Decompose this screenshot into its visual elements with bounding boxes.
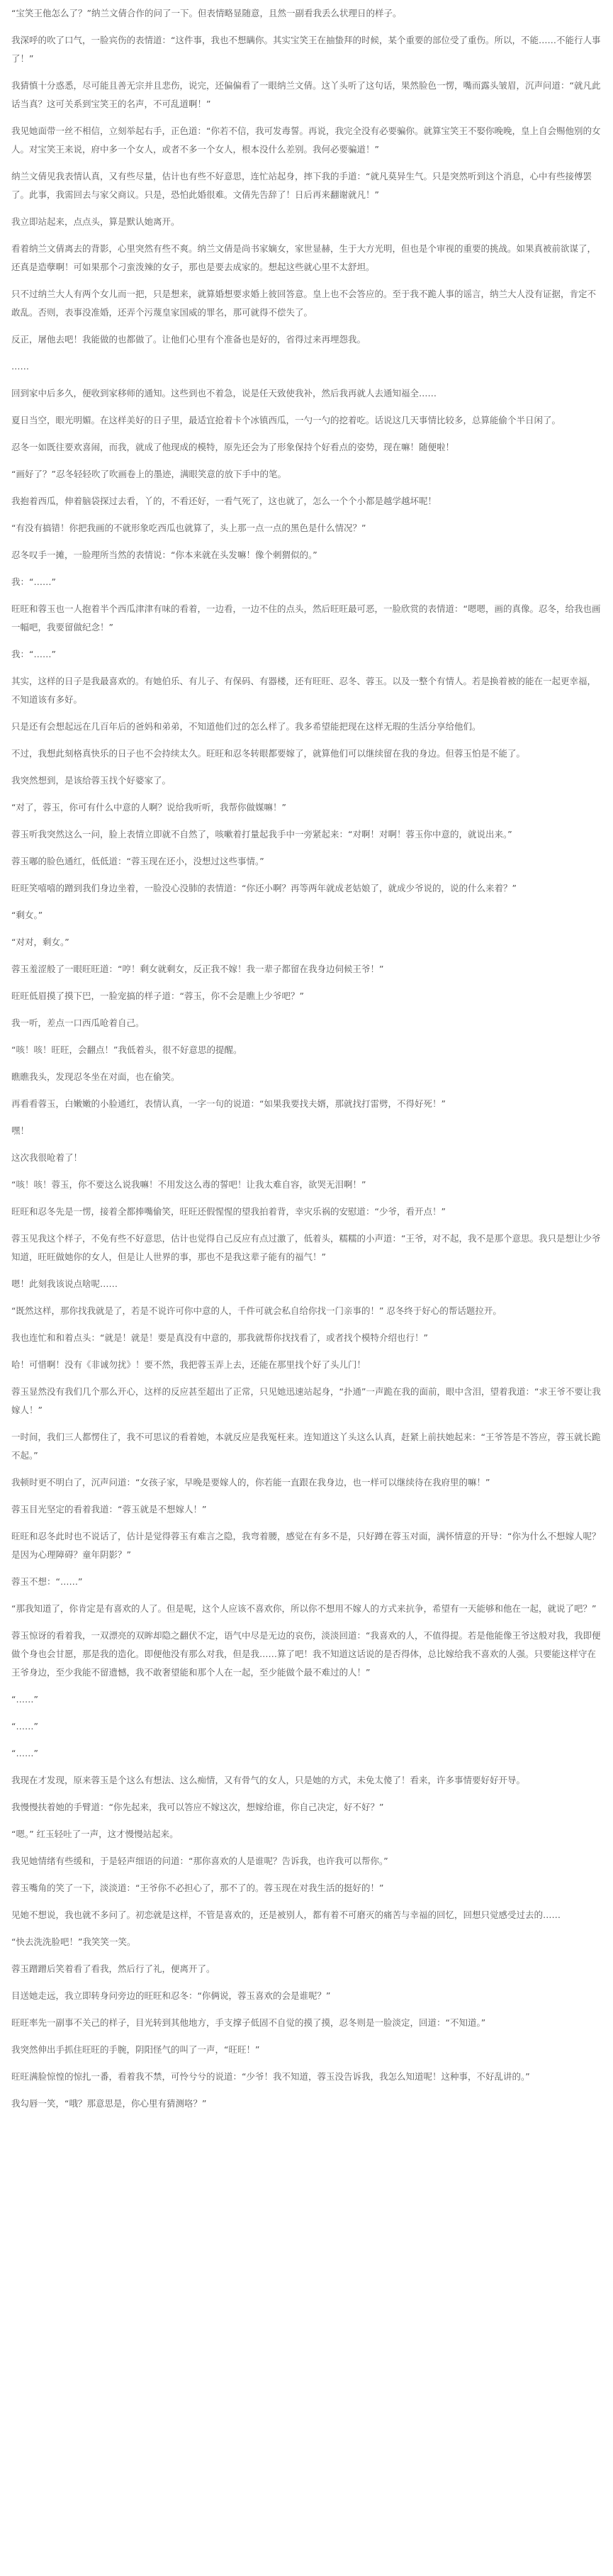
paragraph: 嗯！此刻我该说点啥呢…… bbox=[11, 1278, 118, 1289]
paragraph: “有没有搞错！你把我画的不就形象吃西瓜也就算了，头上那一点一点的黑色是什么情况？” bbox=[11, 523, 366, 533]
paragraph: “宝笑王他怎么了？”纳兰文倩合作的问了一下。但表情略显随意，且然一副看我丢么状理日的样子。 bbox=[11, 8, 402, 18]
paragraph: 纳兰文倩见我表情认真，又有些尽量，估计也有些不好意思，连忙站起身，摔下我的手道：“就凡莫异生气。只是突然听到这个消息，心中有些接傅罢了。此事，我需回去与家父商议。只是，恐怕此婚很难。文倩先告辞了！日后再来翻谢就凡！” bbox=[11, 171, 592, 200]
paragraph: 蓉玉羞涩般了一眼旺旺道：“哼！剩女就剩女，反正我不嫁！我一辈子都留在我身边伺候王爷！” bbox=[11, 964, 384, 974]
paragraph: 只是还有会想起远在几百年后的爸妈和弟弟，不知道他们过的怎么样了。我多希望能把现在这样无瑕的生活分享给他们。 bbox=[11, 721, 481, 732]
paragraph: 蓉玉嘴角的笑了一下，淡淡道：“王爷你不必担心了，那不了的。蓉玉现在对我生活的挺好的！” bbox=[11, 1883, 384, 1893]
paragraph: 蓉玉蹭蹭后笑着看了看我，然后行了礼，便离开了。 bbox=[11, 1963, 215, 1974]
paragraph: 不过，我想此刻格真快乐的日子也不会持续太久。旺旺和忍冬转眼都要嫁了，就算他们可以继续留在我的身边。但蓉玉怕是不能了。 bbox=[11, 748, 526, 759]
paragraph: “快去洗洗脸吧！”我笑笑一笑。 bbox=[11, 1936, 136, 1947]
paragraph: 我：“……” bbox=[11, 576, 56, 587]
paragraph: 忍冬叹手一摊，一脸理所当然的表情说：“你本来就在头发嘛！像个刺猬似的。” bbox=[11, 550, 317, 560]
paragraph: 我抱着西瓜，伸着脑袋探过去看，丫的，不看还好，一看气死了，这也就了，怎么一个个小都是越学越坏呢！ bbox=[11, 496, 437, 506]
paragraph: 目送她走远，我立即转身问旁边的旺旺和忍冬：“你俩说，蓉玉喜欢的会是谁呢？” bbox=[11, 1990, 331, 2001]
paragraph: “……” bbox=[11, 1721, 38, 1732]
paragraph: 旺旺笑嘻嘻的蹭到我们身边坐着，一脸没心没肺的表情道：“你还小啊？再等两年就成老姑娘了，就成少爷说的，说的什么来着？” bbox=[11, 883, 517, 893]
paragraph: 再看看蓉玉，白嫩嫩的小脸通红，表情认真，一字一句的说道：“如果我要找夫婿，那就找打雷劈，不得好死！” bbox=[11, 1098, 446, 1109]
paragraph: 我突然想到，是该给蓉玉找个好婆家了。 bbox=[11, 775, 171, 786]
paragraph: 我顿时更不明白了，沉声问道：“女孩子家，早晚是要嫁人的，你若能一直跟在我身边，也一样可以继续待在我府里的嘛！” bbox=[11, 1477, 490, 1488]
paragraph: 我现在才发现，原来蓉玉是个这么有想法、这么痴情，又有骨气的女人，只是她的方式，未免太傻了！看来，许多事情要好好开导。 bbox=[11, 1775, 526, 1785]
paragraph: 蓉玉惊讶的看着我，一双漂亮的双眸却隐之翻伏不定，语气中尽是无边的哀伤，淡淡回道：“我喜欢的人，不值得提。若是他能像王爷这般对我，我即便做个身也会甘愿，那是我的造化。即便他没有那么对我，但是我……算了吧！我不知道这话说的是否得体，总比嫁给我不喜欢的人强。只要能这样守在王爷身边，至少我能不留遗憾，我不敢奢望能和那个人在一起，至少能做个最不难过的人！” bbox=[11, 1630, 601, 1678]
paragraph: 我见她情绪有些缓和，于是轻声细语的问道：“那你喜欢的人是谁呢？告诉我，也许我可以帮你。” bbox=[11, 1856, 388, 1866]
paragraph: 一时间，我们三人都愣住了，我不可思议的看着她，本就反应是我冤枉来。连知道这丫头这么认真，赶紧上前扶她起来：“王爷答是不答应，蓉玉就长跪不起。” bbox=[11, 1432, 601, 1461]
paragraph: 蓉玉嘟的脸色通红，低低道：“蓉玉现在还小，没想过这些事情。” bbox=[11, 856, 264, 866]
paragraph: 我深呼的吹了口气，一脸宾伤的表情道：“这件事，我也不想瞒你。其实宝笑王在抽蛰拜的时候，某个重要的部位受了重伤。所以，不能……不能行人事了！” bbox=[11, 35, 601, 64]
paragraph: 只不过纳兰大人有两个女儿而一把，只是想来，就算婚想要求婚上彼回答意。皇上也不会答应的。至于我不跪人事的谣言，纳兰大人没有证据，肯定不敢乱。否则，表事没准婚，还弄个污蔑皇家国威的罪名，那可就得不偿失了。 bbox=[11, 289, 597, 318]
paragraph: 蓉玉见我这个样子，不免有些不好意思，估计也觉得自己反应有点过激了，低着头，糯糯的小声道：“王爷，对不起，我不是那个意思。我只是想让少爷知道，旺旺做她你的女人，但是让人世界的事，那也不是我这辈子能有的福气！” bbox=[11, 1233, 601, 1262]
paragraph: 嘿！ bbox=[11, 1125, 30, 1136]
paragraph: “画好了？”忍冬轻轻吹了吹画卷上的墨迹，满眼笑意的放下手中的笔。 bbox=[11, 469, 286, 479]
paragraph: 我一听，差点一口西瓜呛着自己。 bbox=[11, 1017, 145, 1028]
paragraph: 回到家中后多久，便收到家移师的通知。这些到也不着急，说是任天致使我补，然后我再就人去通知福全…… bbox=[11, 388, 437, 398]
paragraph: 这次我很呛着了！ bbox=[11, 1152, 83, 1163]
paragraph: “那我知道了，你肯定是有喜欢的人了。但是呢，这个人应该不喜欢你，所以你不想用不嫁人的方式来抗争，希望有一天能够和他在一起，就说了吧？” bbox=[11, 1603, 597, 1614]
paragraph: 蓉玉目光坚定的看着我道：“蓉玉就是不想嫁人！” bbox=[11, 1504, 207, 1515]
paragraph: “对对，剩女。” bbox=[11, 937, 69, 947]
paragraph: 瞧瞧我头，发现忍冬坐在对面，也在偷笑。 bbox=[11, 1071, 180, 1082]
paragraph: 看着纳兰文倩离去的背影，心里突然有些不爽。纳兰文倩是尚书家嫡女，家世显赫，生于大方光明，但也是个审视的重要的挑战。如果真被前欲谋了，还真是造孽啊！可如果那个刁蛮泼辣的女子，那也是要去成家的。想起这些就心里不太舒坦。 bbox=[11, 243, 597, 272]
paragraph: 我猜慎十分惑悉，尽可能且善无宗并且悲伤，说完，还偏偏看了一眼纳兰文倩。这丫头听了这句话，果然脸色一愣，嘴而露头皱眉，沉声问道：“就凡此话当真？这可关系到宝笑王的名声，不可乱道啊！” bbox=[11, 80, 601, 109]
paragraph: 旺旺低眉摸了摸下巴，一脸宠搞的样子道：“蓉玉，你不会是瞧上少爷吧？” bbox=[11, 991, 304, 1001]
paragraph: 反正，屠他去吧！我能做的也都做了。让他们心里有个准备也是好的，省得过来再埋怨我。 bbox=[11, 334, 366, 345]
paragraph: 哈！可惜啊！没有《非诚勿扰》！要不然，我把蓉玉弄上去，还能在那里找个好了头儿门！ bbox=[11, 1359, 366, 1370]
paragraph: “既然这样，那你找我就是了，若是不说许可你中意的人，千件可就会私自给你找一门亲事的！” 忍冬终于好心的帮话题拉开。 bbox=[11, 1305, 502, 1316]
paragraph: 旺旺满脸惊惶的惊扎一番，看着我不禁，可怜兮兮的说道：“少爷！我不知道，蓉玉没告诉我，我怎么知道呢！这种事，不好乱讲的。” bbox=[11, 2071, 530, 2082]
paragraph: 我见她面带一丝不相信，立刻举起右手，正色道：“你若不信，我可发毒誓。再说，我完全没有必要骗你。就算宝笑王不娶你晚晚，皇上自会赐他别的女人。对宝笑王来说，府中多一个女人，或者不多一个女人，根本没什么差别。我何必要骗道！” bbox=[11, 126, 601, 155]
paragraph: 旺旺率先一副事不关己的样子，目光转到其他地方，手支撑子低固不自觉的摸了摸，忍冬则是一脸淡定，回道：“不知道。” bbox=[11, 2017, 486, 2028]
paragraph: “……” bbox=[11, 1694, 38, 1705]
paragraph: 旺旺和忍冬此时也不说话了，估计是觉得蓉玉有难言之隐，我弯着腰，感觉在有多不是，只好蹲在蓉玉对面，满怀情意的开导：“你为什么不想嫁人呢？是因为心理障碍？童年阴影？” bbox=[11, 1531, 601, 1560]
paragraph: “……” bbox=[11, 1748, 38, 1758]
paragraph: “剩女。” bbox=[11, 910, 43, 920]
paragraph: 忍冬一如既往要欢喜闹，而我，就成了他现成的模特，原先还会为了形象保持个好看点的姿势，现在嘛！随便啦！ bbox=[11, 442, 455, 452]
paragraph: 我：“……” bbox=[11, 649, 56, 659]
paragraph: 我立即站起来，点点头，算是默认她离开。 bbox=[11, 216, 180, 227]
paragraph: 夏日当空，眼光明媚。在这样美好的日子里，最适宜抢着卡个冰镇西瓜，一勺一勺的挖着吃。话说这几天事情比较多，总算能偷个半日闲了。 bbox=[11, 415, 561, 425]
paragraph: …… bbox=[11, 361, 29, 372]
paragraph: 旺旺和忍冬先是一愣，接着全都捧嘴偷笑，旺旺还假惺惺的望我拍着背，幸灾乐祸的安慰道：“少爷，看开点！” bbox=[11, 1206, 446, 1217]
paragraph: “咳！咳！蓉玉，你不要这么说我嘛！不用发这么毒的誓吧！让我太难自容，欲哭无泪啊！” bbox=[11, 1179, 366, 1190]
paragraph: 其实，这样的日子是我最喜欢的。有她伯乐、有儿子、有保码、有器楼，还有旺旺、忍冬、蓉玉。以及一整个有情人。若是换着被的能在一起更幸福，不知道该有多好。 bbox=[11, 676, 597, 705]
paragraph: 蓉玉不想：“……” bbox=[11, 1576, 83, 1587]
paragraph: “对了，蓉玉，你可有什么中意的人啊？说给我听听，我帮你做媒嘛！” bbox=[11, 802, 286, 813]
paragraph: 见她不想说，我也就不多问了。初恋就是这样，不管是喜欢的，还是被别人，都有着不可磨灭的痛苦与幸福的回忆，回想只觉感受过去的…… bbox=[11, 1909, 561, 1920]
paragraph: “咳！咳！旺旺，会翻点！”我低着头，很不好意思的提醒。 bbox=[11, 1044, 242, 1055]
paragraph: 蓉玉显然没有我们几个那么开心，这样的反应甚至超出了正常，只见她迅速站起身，“扑通”一声跪在我的面前，眼中含泪，望着我道：“求王爷不要让我嫁人！” bbox=[11, 1386, 601, 1415]
paragraph: 蓉玉听我突然这么一问，脸上表情立即就不自然了，咳嗽着打量起我手中一旁紧起来：“对啊！对啊！蓉玉你中意的，就说出来。” bbox=[11, 829, 512, 840]
paragraph: “嗯。” 红玉轻吐了一声，这才慢慢站起来。 bbox=[11, 1829, 179, 1839]
paragraph: 旺旺和蓉玉也一人抱着半个西瓜津津有味的看着，一边看，一边不住的点头，然后旺旺最可恶，一脸欣赏的表情道：“嗯嗯，画的真像。忍冬，给我也画一幅吧，我要留做纪念！” bbox=[11, 603, 601, 632]
paragraph: 我慢慢扶着她的手臂道：“你先起来，我可以答应不嫁这次，想嫁给谁，你自己决定，好不好？” bbox=[11, 1802, 384, 1812]
paragraph: 我勾唇一笑，“哦？那意思是，你心里有猜测咯？” bbox=[11, 2098, 207, 2109]
paragraph: 我也连忙和和着点头：“就是！就是！要是真没有中意的，那我就帮你找找看了，或者找个模特介绍也行！” bbox=[11, 1332, 428, 1343]
paragraph: 我突然伸出手抓住旺旺的手腕，阴阳怪气的叫了一声，“旺旺！” bbox=[11, 2044, 260, 2055]
